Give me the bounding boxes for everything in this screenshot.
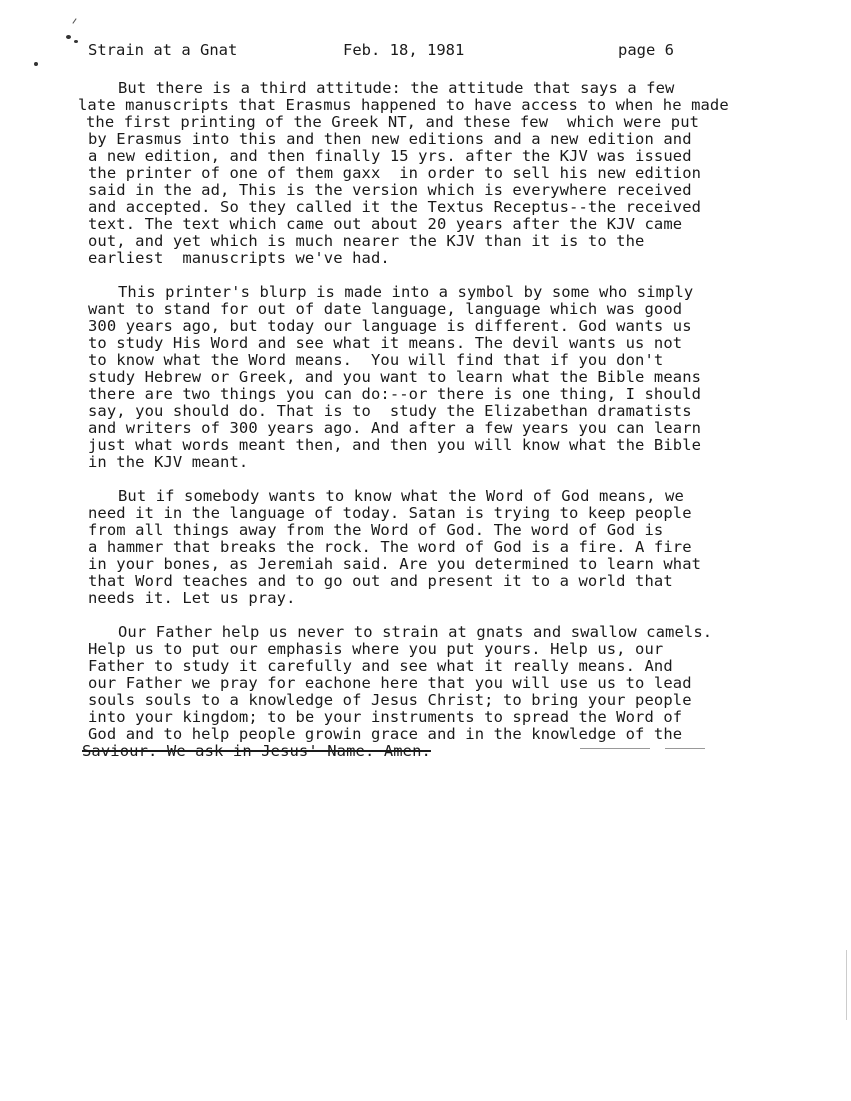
text-line: in your bones, as Jeremiah said. Are you determined to learn what <box>88 555 702 573</box>
text-line: to know what the Word means. You will find that if you don't <box>88 351 664 369</box>
text-line: text. The text which came out about 20 years after the KJV came <box>88 215 683 233</box>
text-line: into your kingdom; to be your instruments to spread the Word of <box>88 708 683 726</box>
text-line: our Father we pray for eachone here that you will use us to lead <box>88 674 692 692</box>
text-line: God and to help people growin grace and in the knowledge of the <box>88 725 683 743</box>
text-line: souls souls to a knowledge of Jesus Christ; to bring your people <box>88 691 692 709</box>
text-line: the first printing of the Greek NT, and these few which were put <box>86 113 700 131</box>
text-line: and writers of 300 years ago. And after a few years you can learn <box>88 419 702 437</box>
text-line: But if somebody wants to know what the Word of God means, we <box>118 487 684 505</box>
text-line: to study His Word and see what it means. The devil wants us not <box>88 334 683 352</box>
text-line: in the KJV meant. <box>88 453 249 471</box>
text-line-struck: Saviour. We ask in Jesus' Name. Amen. <box>82 742 431 760</box>
text-line: and accepted. So they called it the Textus Receptus--the received <box>88 198 702 216</box>
text-line: Father to study it carefully and see what it really means. And <box>88 657 673 675</box>
page-header <box>0 41 851 61</box>
text-line: a new edition, and then finally 15 yrs. after the KJV was issued <box>88 147 692 165</box>
text-line: want to stand for out of date language, language which was good <box>88 300 683 318</box>
text-line: by Erasmus into this and then new editions and a new edition and <box>88 130 692 148</box>
text-line: say, you should do. That is to study the Elizabethan dramatists <box>88 402 692 420</box>
text-line: just what words meant then, and then you will know what the Bible <box>88 436 702 454</box>
text-line: out, and yet which is much nearer the KJV than it is to the <box>88 232 645 250</box>
text-line: need it in the language of today. Satan is trying to keep people <box>88 504 692 522</box>
text-line: that Word teaches and to go out and present it to a world that <box>88 572 673 590</box>
scan-mark <box>846 950 847 1020</box>
text-line: late manuscripts that Erasmus happened to have access to when he made <box>78 96 729 114</box>
text-line: But there is a third attitude: the attitude that says a few <box>118 79 675 97</box>
text-line: said in the ad, This is the version which is everywhere received <box>88 181 692 199</box>
text-line: 300 years ago, but today our language is different. God wants us <box>88 317 692 335</box>
text-line: study Hebrew or Greek, and you want to learn what the Bible means <box>88 368 702 386</box>
text-line: the printer of one of them gaxx in order to sell his new edition <box>88 164 702 182</box>
text-line: a hammer that breaks the rock. The word of God is a fire. A fire <box>88 538 692 556</box>
text-line: there are two things you can do:--or there is one thing, I should <box>88 385 702 403</box>
scan-mark <box>665 748 705 749</box>
text-line: earliest manuscripts we've had. <box>88 249 390 267</box>
text-line: needs it. Let us pray. <box>88 589 296 607</box>
scan-mark <box>66 35 71 39</box>
text-line: This printer's blurp is made into a symbol by some who simply <box>118 283 694 301</box>
header-page-number: page 6 <box>618 41 674 59</box>
text-line: Help us to put our emphasis where you put yours. Help us, our <box>88 640 664 658</box>
header-title: Strain at a Gnat <box>88 41 238 59</box>
scan-mark <box>72 18 76 23</box>
text-line: Our Father help us never to strain at gnats and swallow camels. <box>118 623 713 641</box>
scan-mark <box>34 62 38 66</box>
scan-mark <box>580 748 650 749</box>
text-line: from all things away from the Word of God. The word of God is <box>88 521 664 539</box>
header-date: Feb. 18, 1981 <box>343 41 465 59</box>
